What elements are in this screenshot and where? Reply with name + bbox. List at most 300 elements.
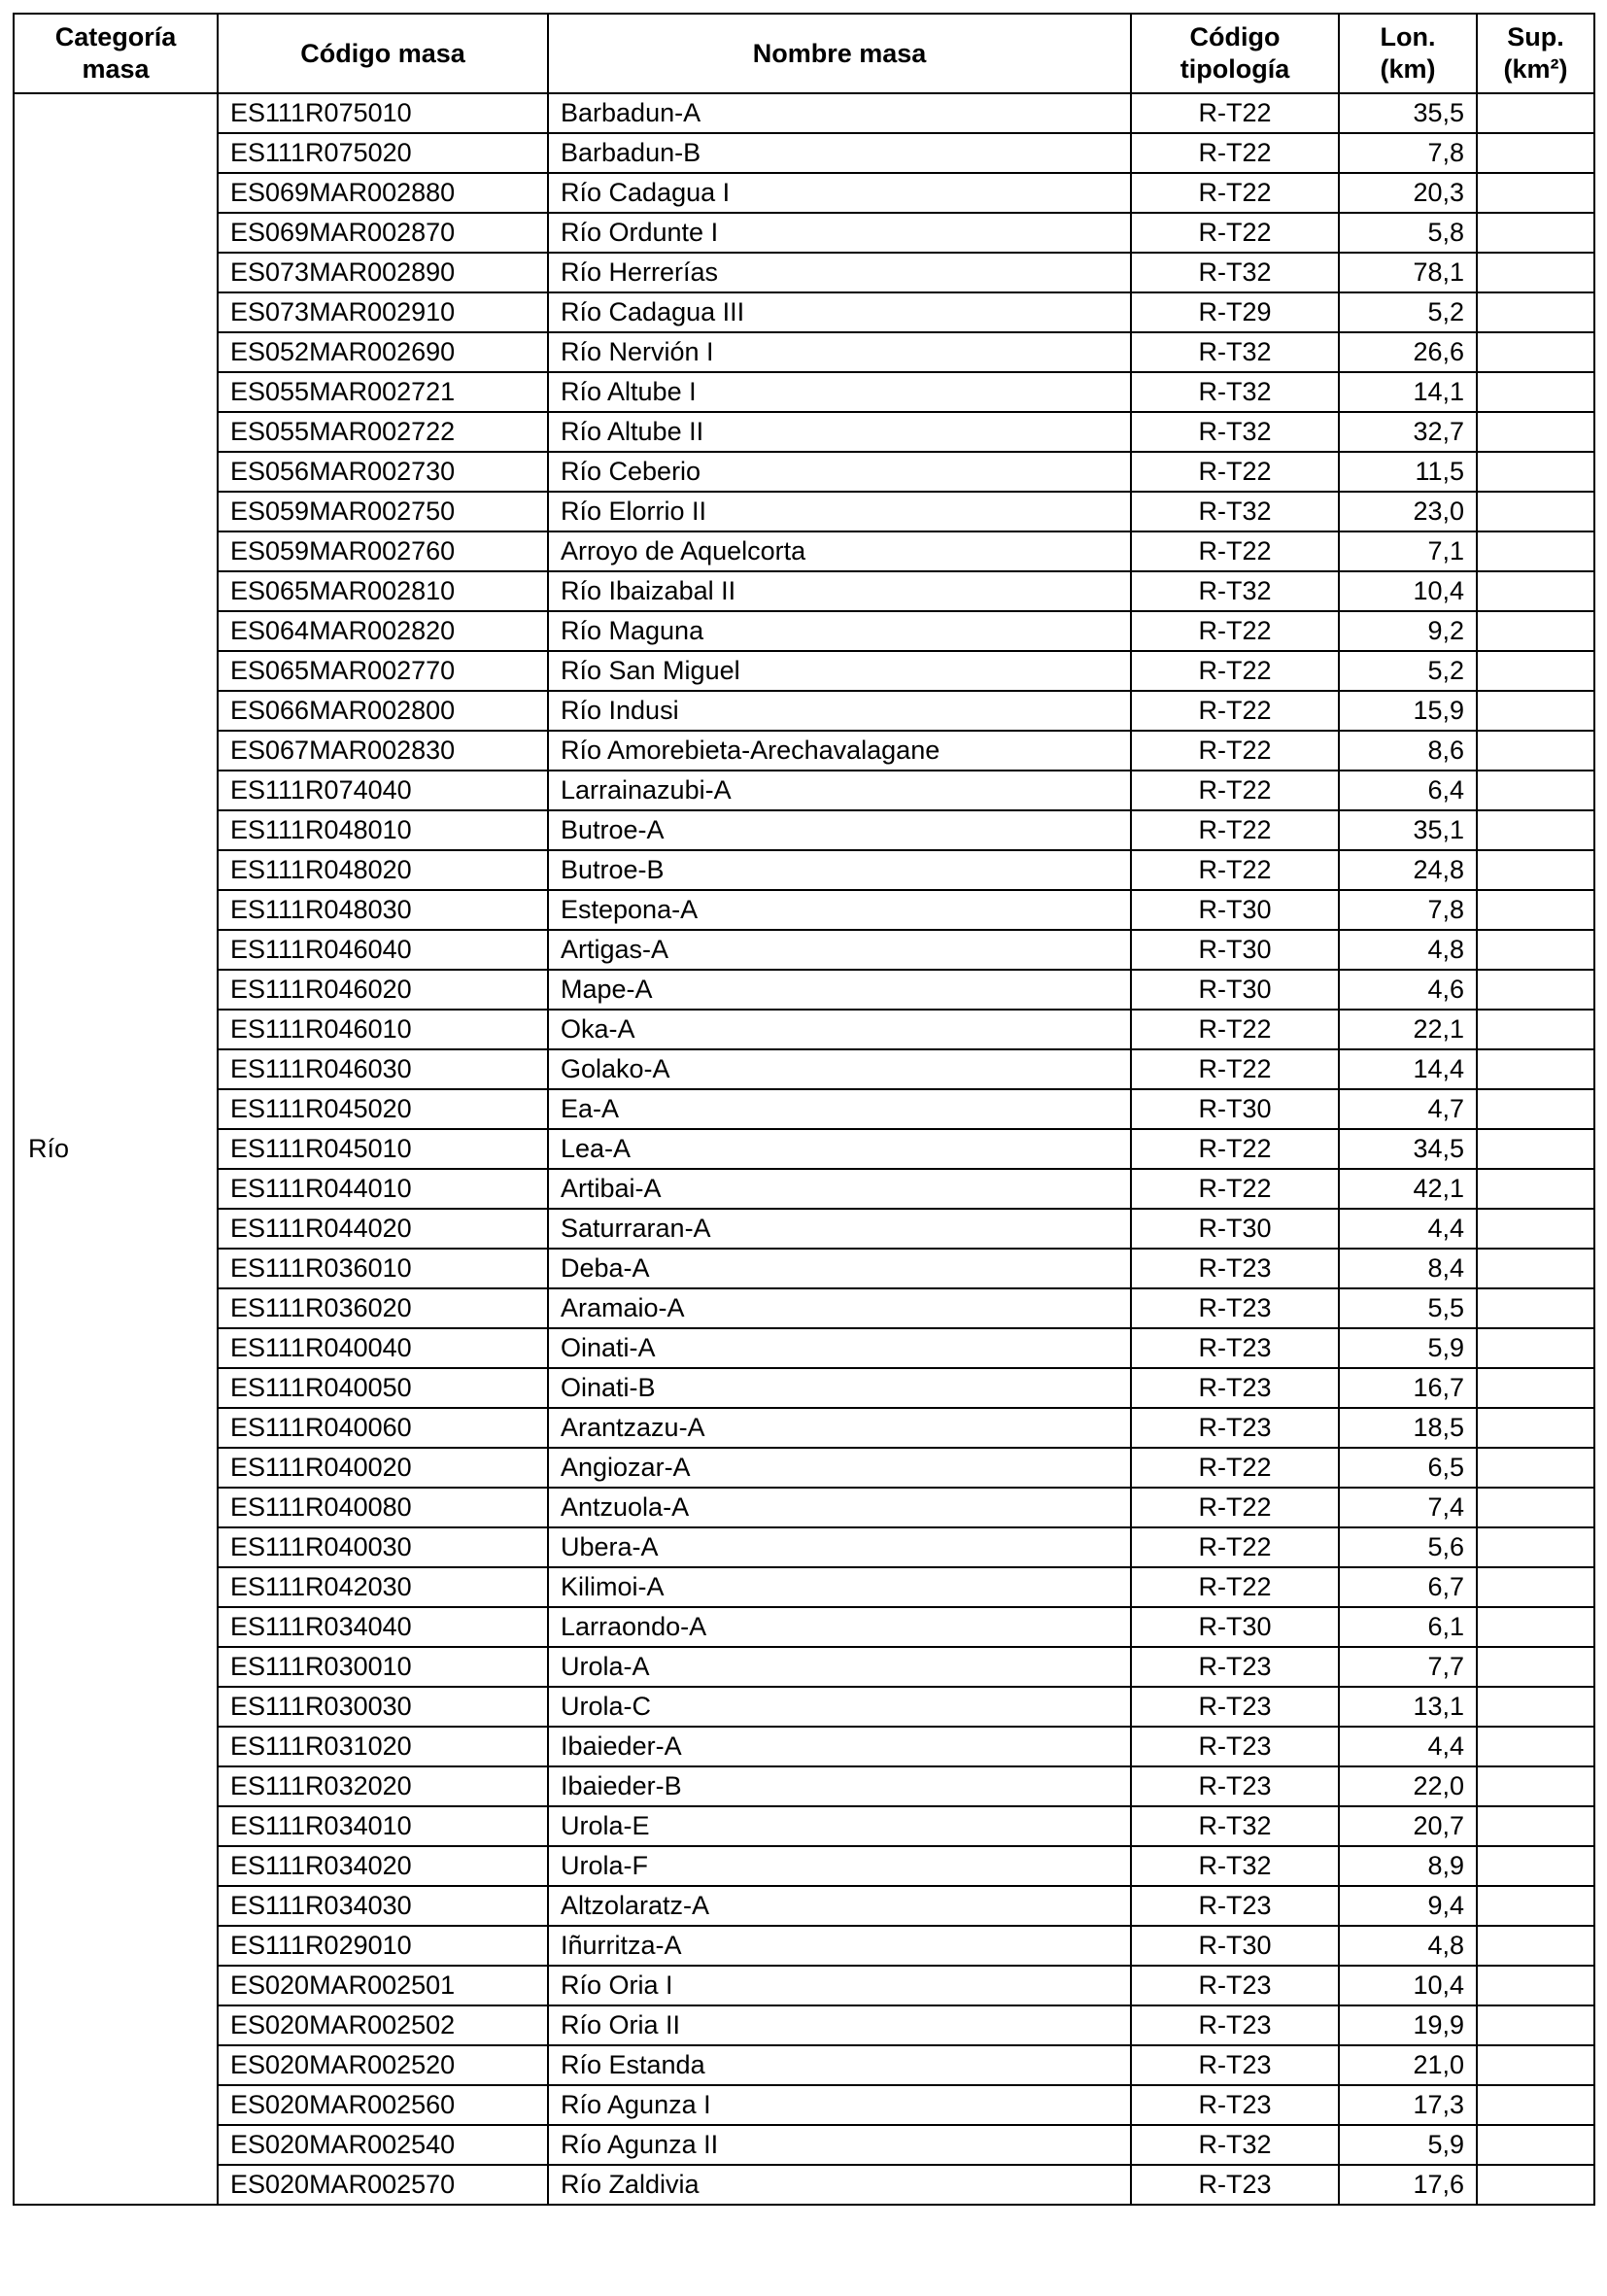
lon-cell: 6,4 [1339, 771, 1477, 810]
nombre-cell: Oka-A [548, 1010, 1131, 1049]
tipologia-cell: R-T22 [1131, 731, 1339, 771]
sup-cell [1477, 2085, 1594, 2125]
sup-cell [1477, 2045, 1594, 2085]
lon-cell: 4,6 [1339, 970, 1477, 1010]
codigo-cell: ES066MAR002800 [218, 691, 548, 731]
nombre-cell: Urola-E [548, 1806, 1131, 1846]
nombre-cell: Mape-A [548, 970, 1131, 1010]
table-row [14, 1727, 1594, 1766]
sup-cell [1477, 611, 1594, 651]
table-row [14, 611, 1594, 651]
tipologia-cell: R-T22 [1131, 810, 1339, 850]
table-row [14, 970, 1594, 1010]
lon-cell: 9,2 [1339, 611, 1477, 651]
sup-cell [1477, 2165, 1594, 2205]
table-row [14, 1846, 1594, 1886]
tipologia-cell: R-T30 [1131, 1209, 1339, 1249]
nombre-cell: Urola-A [548, 1647, 1131, 1687]
nombre-cell: Río Altube I [548, 372, 1131, 412]
table-row [14, 1089, 1594, 1129]
tipologia-cell: R-T23 [1131, 1766, 1339, 1806]
codigo-cell: ES111R030010 [218, 1647, 548, 1687]
table-row [14, 1129, 1594, 1169]
nombre-cell: Río Amorebieta-Arechavalagane [548, 731, 1131, 771]
sup-cell [1477, 1448, 1594, 1488]
nombre-cell: Ibaieder-A [548, 1727, 1131, 1766]
table-row [14, 452, 1594, 492]
lon-cell: 4,4 [1339, 1209, 1477, 1249]
lon-cell: 35,5 [1339, 93, 1477, 133]
table-row [14, 1049, 1594, 1089]
table-row [14, 1328, 1594, 1368]
sup-cell [1477, 890, 1594, 930]
lon-cell: 16,7 [1339, 1368, 1477, 1408]
codigo-cell: ES020MAR002501 [218, 1966, 548, 2005]
lon-cell: 14,1 [1339, 372, 1477, 412]
sup-cell [1477, 452, 1594, 492]
sup-cell [1477, 1647, 1594, 1687]
table-row [14, 691, 1594, 731]
codigo-cell: ES111R040020 [218, 1448, 548, 1488]
sup-cell [1477, 1368, 1594, 1408]
lon-cell: 10,4 [1339, 571, 1477, 611]
tipologia-cell: R-T22 [1131, 691, 1339, 731]
sup-cell [1477, 1089, 1594, 1129]
header-sup: Sup. (km²) [1477, 14, 1594, 93]
lon-cell: 6,5 [1339, 1448, 1477, 1488]
table-row [14, 1527, 1594, 1567]
table-row [14, 372, 1594, 412]
tipologia-cell: R-T23 [1131, 1328, 1339, 1368]
tipologia-cell: R-T22 [1131, 1567, 1339, 1607]
tipologia-cell: R-T32 [1131, 571, 1339, 611]
sup-cell [1477, 412, 1594, 452]
codigo-cell: ES064MAR002820 [218, 611, 548, 651]
table-row [14, 1368, 1594, 1408]
tipologia-cell: R-T23 [1131, 1727, 1339, 1766]
nombre-cell: Río Indusi [548, 691, 1131, 731]
codigo-cell: ES111R046010 [218, 1010, 548, 1049]
nombre-cell: Río Ibaizabal II [548, 571, 1131, 611]
table-row [14, 1966, 1594, 2005]
lon-cell: 13,1 [1339, 1687, 1477, 1727]
nombre-cell: Iñurritza-A [548, 1926, 1131, 1966]
tipologia-cell: R-T30 [1131, 1607, 1339, 1647]
codigo-cell: ES111R046040 [218, 930, 548, 970]
codigo-cell: ES111R042030 [218, 1567, 548, 1607]
table-row [14, 332, 1594, 372]
lon-cell: 78,1 [1339, 253, 1477, 292]
nombre-cell: Río Oria II [548, 2005, 1131, 2045]
lon-cell: 11,5 [1339, 452, 1477, 492]
table-row [14, 1567, 1594, 1607]
codigo-cell: ES020MAR002570 [218, 2165, 548, 2205]
lon-cell: 4,7 [1339, 1089, 1477, 1129]
tipologia-cell: R-T30 [1131, 970, 1339, 1010]
nombre-cell: Artigas-A [548, 930, 1131, 970]
codigo-cell: ES111R040050 [218, 1368, 548, 1408]
lon-cell: 42,1 [1339, 1169, 1477, 1209]
tipologia-cell: R-T22 [1131, 1129, 1339, 1169]
codigo-cell: ES052MAR002690 [218, 332, 548, 372]
lon-cell: 26,6 [1339, 332, 1477, 372]
lon-cell: 7,1 [1339, 531, 1477, 571]
nombre-cell: Arroyo de Aquelcorta [548, 531, 1131, 571]
table-body [14, 93, 1594, 2205]
tipologia-cell: R-T23 [1131, 2045, 1339, 2085]
sup-cell [1477, 1249, 1594, 1288]
nombre-cell: Urola-C [548, 1687, 1131, 1727]
nombre-cell: Río Herrerías [548, 253, 1131, 292]
nombre-cell: Ea-A [548, 1089, 1131, 1129]
lon-cell: 10,4 [1339, 1966, 1477, 2005]
lon-cell: 5,8 [1339, 213, 1477, 253]
lon-cell: 15,9 [1339, 691, 1477, 731]
tipologia-cell: R-T22 [1131, 1448, 1339, 1488]
header-codigo-masa: Código masa [218, 14, 548, 93]
tipologia-cell: R-T22 [1131, 611, 1339, 651]
nombre-cell: Arantzazu-A [548, 1408, 1131, 1448]
header-nombre-masa: Nombre masa [548, 14, 1131, 93]
lon-cell: 6,1 [1339, 1607, 1477, 1647]
lon-cell: 20,7 [1339, 1806, 1477, 1846]
nombre-cell: Oinati-B [548, 1368, 1131, 1408]
nombre-cell: Barbadun-A [548, 93, 1131, 133]
tipologia-cell: R-T23 [1131, 1687, 1339, 1727]
table-row [14, 571, 1594, 611]
sup-cell [1477, 1049, 1594, 1089]
lon-cell: 7,4 [1339, 1488, 1477, 1527]
sup-cell [1477, 1129, 1594, 1169]
tipologia-cell: R-T29 [1131, 292, 1339, 332]
table-row [14, 930, 1594, 970]
tipologia-cell: R-T23 [1131, 1966, 1339, 2005]
nombre-cell: Butroe-A [548, 810, 1131, 850]
codigo-cell: ES111R040060 [218, 1408, 548, 1448]
lon-cell: 22,1 [1339, 1010, 1477, 1049]
codigo-cell: ES073MAR002910 [218, 292, 548, 332]
codigo-cell: ES111R048010 [218, 810, 548, 850]
codigo-cell: ES065MAR002770 [218, 651, 548, 691]
nombre-cell: Río Ordunte I [548, 213, 1131, 253]
table-row [14, 1647, 1594, 1687]
lon-cell: 5,9 [1339, 2125, 1477, 2165]
codigo-cell: ES111R034040 [218, 1607, 548, 1647]
table-row [14, 1249, 1594, 1288]
lon-cell: 24,8 [1339, 850, 1477, 890]
sup-cell [1477, 1766, 1594, 1806]
tipologia-cell: R-T22 [1131, 173, 1339, 213]
lon-cell: 9,4 [1339, 1886, 1477, 1926]
nombre-cell: Estepona-A [548, 890, 1131, 930]
codigo-cell: ES111R032020 [218, 1766, 548, 1806]
lon-cell: 19,9 [1339, 2005, 1477, 2045]
tipologia-cell: R-T32 [1131, 1846, 1339, 1886]
nombre-cell: Altzolaratz-A [548, 1886, 1131, 1926]
sup-cell [1477, 850, 1594, 890]
tipologia-cell: R-T23 [1131, 1408, 1339, 1448]
nombre-cell: Deba-A [548, 1249, 1131, 1288]
sup-cell [1477, 1966, 1594, 2005]
lon-cell: 17,3 [1339, 2085, 1477, 2125]
nombre-cell: Río Altube II [548, 412, 1131, 452]
table-row [14, 1288, 1594, 1328]
sup-cell [1477, 2005, 1594, 2045]
lon-cell: 35,1 [1339, 810, 1477, 850]
table-row [14, 810, 1594, 850]
tipologia-cell: R-T22 [1131, 771, 1339, 810]
sup-cell [1477, 213, 1594, 253]
lon-cell: 21,0 [1339, 2045, 1477, 2085]
codigo-cell: ES111R030030 [218, 1687, 548, 1727]
table-row [14, 1408, 1594, 1448]
tipologia-cell: R-T23 [1131, 2005, 1339, 2045]
table-row [14, 213, 1594, 253]
codigo-cell: ES111R040080 [218, 1488, 548, 1527]
table-row [14, 1010, 1594, 1049]
nombre-cell: Río Cadagua III [548, 292, 1131, 332]
tipologia-cell: R-T32 [1131, 412, 1339, 452]
tipologia-cell: R-T23 [1131, 1249, 1339, 1288]
tipologia-cell: R-T22 [1131, 1010, 1339, 1049]
nombre-cell: Río Maguna [548, 611, 1131, 651]
sup-cell [1477, 372, 1594, 412]
sup-cell [1477, 1527, 1594, 1567]
table-row [14, 1886, 1594, 1926]
nombre-cell: Río Agunza I [548, 2085, 1131, 2125]
header-lon: Lon. (km) [1339, 14, 1477, 93]
lon-cell: 20,3 [1339, 173, 1477, 213]
codigo-cell: ES111R036020 [218, 1288, 548, 1328]
sup-cell [1477, 1727, 1594, 1766]
nombre-cell: Saturraran-A [548, 1209, 1131, 1249]
nombre-cell: Larrainazubi-A [548, 771, 1131, 810]
codigo-cell: ES059MAR002750 [218, 492, 548, 531]
nombre-cell: Ubera-A [548, 1527, 1131, 1567]
nombre-cell: Aramaio-A [548, 1288, 1131, 1328]
lon-cell: 7,7 [1339, 1647, 1477, 1687]
lon-cell: 23,0 [1339, 492, 1477, 531]
codigo-cell: ES020MAR002560 [218, 2085, 548, 2125]
sup-cell [1477, 1328, 1594, 1368]
nombre-cell: Río Oria I [548, 1966, 1131, 2005]
lon-cell: 7,8 [1339, 133, 1477, 173]
table-row [14, 1806, 1594, 1846]
tipologia-cell: R-T30 [1131, 1926, 1339, 1966]
tipologia-cell: R-T30 [1131, 1089, 1339, 1129]
lon-cell: 4,8 [1339, 1926, 1477, 1966]
nombre-cell: Río San Miguel [548, 651, 1131, 691]
sup-cell [1477, 1886, 1594, 1926]
nombre-cell: Kilimoi-A [548, 1567, 1131, 1607]
nombre-cell: Artibai-A [548, 1169, 1131, 1209]
tipologia-cell: R-T23 [1131, 2085, 1339, 2125]
nombre-cell: Lea-A [548, 1129, 1131, 1169]
tipologia-cell: R-T22 [1131, 531, 1339, 571]
sup-cell [1477, 731, 1594, 771]
codigo-cell: ES056MAR002730 [218, 452, 548, 492]
sup-cell [1477, 1288, 1594, 1328]
table-row [14, 1687, 1594, 1727]
tipologia-cell: R-T23 [1131, 1886, 1339, 1926]
table-row [14, 1766, 1594, 1806]
table-row [14, 2045, 1594, 2085]
nombre-cell: Río Elorrio II [548, 492, 1131, 531]
codigo-cell: ES111R048020 [218, 850, 548, 890]
lon-cell: 8,4 [1339, 1249, 1477, 1288]
lon-cell: 6,7 [1339, 1567, 1477, 1607]
lon-cell: 14,4 [1339, 1049, 1477, 1089]
tipologia-cell: R-T32 [1131, 332, 1339, 372]
codigo-cell: ES065MAR002810 [218, 571, 548, 611]
sup-cell [1477, 1567, 1594, 1607]
tipologia-cell: R-T30 [1131, 890, 1339, 930]
codigo-cell: ES055MAR002722 [218, 412, 548, 452]
sup-cell [1477, 133, 1594, 173]
nombre-cell: Río Agunza II [548, 2125, 1131, 2165]
table-row [14, 253, 1594, 292]
codigo-cell: ES067MAR002830 [218, 731, 548, 771]
table-row [14, 1488, 1594, 1527]
sup-cell [1477, 1209, 1594, 1249]
nombre-cell: Barbadun-B [548, 133, 1131, 173]
sup-cell [1477, 173, 1594, 213]
tipologia-cell: R-T22 [1131, 213, 1339, 253]
sup-cell [1477, 253, 1594, 292]
lon-cell: 7,8 [1339, 890, 1477, 930]
lon-cell: 5,2 [1339, 292, 1477, 332]
table-row [14, 890, 1594, 930]
sup-cell [1477, 1408, 1594, 1448]
codigo-cell: ES020MAR002540 [218, 2125, 548, 2165]
tipologia-cell: R-T22 [1131, 1488, 1339, 1527]
tipologia-cell: R-T22 [1131, 1527, 1339, 1567]
table-row [14, 771, 1594, 810]
codigo-cell: ES069MAR002880 [218, 173, 548, 213]
table-row [14, 2005, 1594, 2045]
sup-cell [1477, 930, 1594, 970]
sup-cell [1477, 2125, 1594, 2165]
nombre-cell: Río Ceberio [548, 452, 1131, 492]
header-categoria: Categoría masa [14, 14, 218, 93]
tipologia-cell: R-T32 [1131, 1806, 1339, 1846]
codigo-cell: ES111R075010 [218, 93, 548, 133]
table-row [14, 2085, 1594, 2125]
nombre-cell: Río Cadagua I [548, 173, 1131, 213]
table-row [14, 1607, 1594, 1647]
codigo-cell: ES111R029010 [218, 1926, 548, 1966]
sup-cell [1477, 810, 1594, 850]
tipologia-cell: R-T22 [1131, 850, 1339, 890]
header-row [14, 14, 1594, 93]
codigo-cell: ES055MAR002721 [218, 372, 548, 412]
table-row [14, 1209, 1594, 1249]
tipologia-cell: R-T22 [1131, 93, 1339, 133]
table-row [14, 531, 1594, 571]
sup-cell [1477, 1687, 1594, 1727]
tipologia-cell: R-T30 [1131, 930, 1339, 970]
nombre-cell: Antzuola-A [548, 1488, 1131, 1527]
tipologia-cell: R-T32 [1131, 492, 1339, 531]
sup-cell [1477, 1488, 1594, 1527]
sup-cell [1477, 571, 1594, 611]
sup-cell [1477, 1607, 1594, 1647]
codigo-cell: ES111R044020 [218, 1209, 548, 1249]
tipologia-cell: R-T32 [1131, 2125, 1339, 2165]
codigo-cell: ES111R040040 [218, 1328, 548, 1368]
lon-cell: 5,5 [1339, 1288, 1477, 1328]
tipologia-cell: R-T23 [1131, 1288, 1339, 1328]
nombre-cell: Urola-F [548, 1846, 1131, 1886]
nombre-cell: Río Zaldivia [548, 2165, 1131, 2205]
nombre-cell: Río Nervión I [548, 332, 1131, 372]
lon-cell: 5,9 [1339, 1328, 1477, 1368]
sup-cell [1477, 93, 1594, 133]
codigo-cell: ES111R044010 [218, 1169, 548, 1209]
codigo-cell: ES111R048030 [218, 890, 548, 930]
lon-cell: 32,7 [1339, 412, 1477, 452]
sup-cell [1477, 970, 1594, 1010]
lon-cell: 4,8 [1339, 930, 1477, 970]
tipologia-cell: R-T22 [1131, 1169, 1339, 1209]
nombre-cell: Oinati-A [548, 1328, 1131, 1368]
sup-cell [1477, 1846, 1594, 1886]
nombre-cell: Angiozar-A [548, 1448, 1131, 1488]
table-row [14, 292, 1594, 332]
lon-cell: 5,6 [1339, 1527, 1477, 1567]
table-row [14, 492, 1594, 531]
codigo-cell: ES111R046030 [218, 1049, 548, 1089]
nombre-cell: Ibaieder-B [548, 1766, 1131, 1806]
table-row [14, 412, 1594, 452]
codigo-cell: ES073MAR002890 [218, 253, 548, 292]
table-row [14, 2165, 1594, 2205]
nombre-cell: Golako-A [548, 1049, 1131, 1089]
table-row [14, 1169, 1594, 1209]
categoria-cell: Río [14, 93, 218, 2205]
lon-cell: 8,6 [1339, 731, 1477, 771]
codigo-cell: ES111R046020 [218, 970, 548, 1010]
codigo-cell: ES020MAR002502 [218, 2005, 548, 2045]
codigo-cell: ES111R034030 [218, 1886, 548, 1926]
tipologia-cell: R-T32 [1131, 372, 1339, 412]
nombre-cell: Larraondo-A [548, 1607, 1131, 1647]
codigo-cell: ES069MAR002870 [218, 213, 548, 253]
tipologia-cell: R-T22 [1131, 133, 1339, 173]
sup-cell [1477, 1926, 1594, 1966]
lon-cell: 8,9 [1339, 1846, 1477, 1886]
sup-cell [1477, 1806, 1594, 1846]
codigo-cell: ES111R034010 [218, 1806, 548, 1846]
codigo-cell: ES111R074040 [218, 771, 548, 810]
nombre-cell: Butroe-B [548, 850, 1131, 890]
header-codigo-tipologia: Código tipología [1131, 14, 1339, 93]
table-row [14, 2125, 1594, 2165]
sup-cell [1477, 492, 1594, 531]
table-row [14, 850, 1594, 890]
sup-cell [1477, 531, 1594, 571]
sup-cell [1477, 332, 1594, 372]
lon-cell: 17,6 [1339, 2165, 1477, 2205]
tipologia-cell: R-T22 [1131, 1049, 1339, 1089]
table-row [14, 1448, 1594, 1488]
lon-cell: 5,2 [1339, 651, 1477, 691]
tipologia-cell: R-T23 [1131, 1368, 1339, 1408]
tipologia-cell: R-T22 [1131, 651, 1339, 691]
table-row [14, 651, 1594, 691]
codigo-cell: ES020MAR002520 [218, 2045, 548, 2085]
sup-cell [1477, 1010, 1594, 1049]
